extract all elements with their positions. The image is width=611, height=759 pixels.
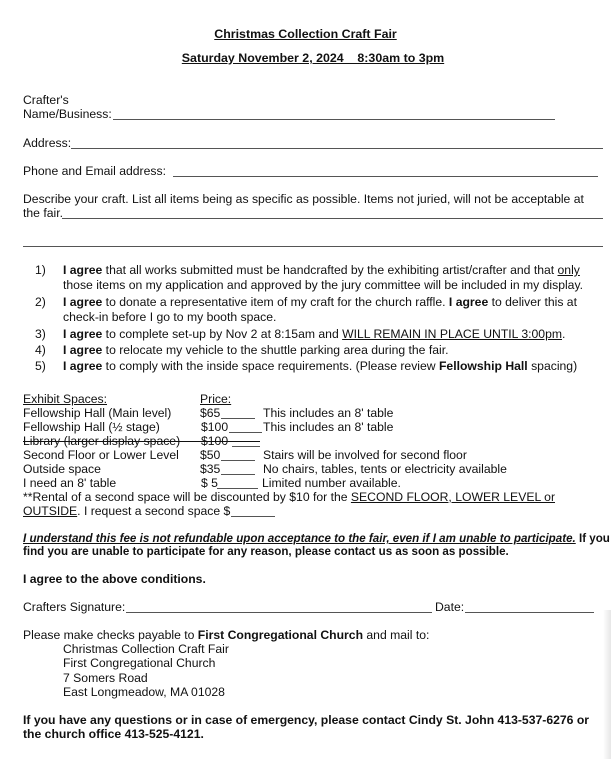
- contact-info-line2: the church office 413-525-4121.: [23, 727, 204, 741]
- form-title: Christmas Collection Craft Fair: [214, 27, 397, 41]
- date-label: Date:: [435, 600, 465, 614]
- price-header: Price:: [200, 392, 232, 406]
- second-space-amount-field[interactable]: [231, 516, 275, 517]
- signature-label: Crafters Signature:: [23, 600, 126, 614]
- mail-address-line: 7 Somers Road: [63, 671, 148, 685]
- phone-email-field[interactable]: [173, 176, 598, 177]
- space-price: $100: [201, 420, 229, 434]
- describe-craft-line2: the fair.: [23, 206, 63, 220]
- agreement-3-number: 3): [35, 327, 46, 341]
- space-name: I need an 8' table: [23, 476, 117, 490]
- space-price: $35: [200, 462, 221, 476]
- space-price: $65: [200, 406, 221, 420]
- agreement-2-line1: I agree to donate a representative item of my craft for the church raffle. I agree to deliver this at: [63, 295, 577, 309]
- agreement-1-line1: I agree that all works submitted must be handcrafted by the exhibiting artist/crafter and that only: [63, 263, 580, 277]
- name-label-line1: Crafter's: [23, 93, 69, 107]
- agreement-1-bold: I agree: [63, 263, 103, 277]
- space-name: Fellowship Hall (½ stage): [23, 420, 160, 434]
- space-note: No chairs, tables, tents or electricity available: [263, 462, 507, 476]
- agreement-2-number: 2): [35, 295, 46, 309]
- describe-craft-field-2[interactable]: [23, 246, 603, 247]
- agreement-3-line1: I agree to complete set-up by Nov 2 at 8:15am and WILL REMAIN IN PLACE UNTIL 3:00pm.: [63, 327, 566, 341]
- name-business-field[interactable]: [113, 119, 555, 120]
- signature-field[interactable]: [126, 612, 432, 613]
- agreement-1-only: only: [557, 263, 580, 277]
- space-price-struck: $100: [201, 434, 229, 448]
- space-name: Outside space: [23, 462, 101, 476]
- strikethrough-line: [23, 441, 260, 442]
- agreement-4-number: 4): [35, 343, 46, 357]
- agreement-1-number: 1): [35, 263, 46, 277]
- phone-email-label: Phone and Email address:: [23, 164, 166, 178]
- space-name: Fellowship Hall (Main level): [23, 406, 172, 420]
- agreement-1-line2: those items on my application and approved by the jury committee will be included in my display.: [63, 278, 584, 292]
- mail-address-line: First Congregational Church: [63, 656, 216, 670]
- refund-policy-line1: I understand this fee is not refundable upon acceptance to the fair, even if I am unable to participate. If you: [23, 532, 610, 545]
- space-price: $50: [200, 448, 221, 462]
- space-note: Stairs will be involved for second floor: [263, 448, 467, 462]
- space-note: This includes an 8' table: [263, 406, 394, 420]
- address-field[interactable]: [71, 148, 603, 149]
- space-selection-field[interactable]: [229, 432, 262, 433]
- space-selection-field[interactable]: [221, 418, 255, 419]
- event-date-time: Saturday November 2, 2024 8:30am to 3pm: [181, 51, 445, 65]
- space-selection-field[interactable]: [221, 474, 255, 475]
- describe-craft-field-1[interactable]: [62, 218, 603, 219]
- second-space-note-line2: OUTSIDE. I request a second space $: [23, 504, 231, 518]
- date-field[interactable]: [465, 612, 594, 613]
- space-price: $ 5: [201, 476, 218, 490]
- agreement-5-number: 5): [35, 359, 46, 373]
- refund-policy-line2: find you are unable to participate for any reason, please contact us as soon as possible.: [23, 545, 509, 558]
- second-space-note-line1: **Rental of a second space will be discounted by $10 for the SECOND FLOOR, LOWER LEVEL or: [23, 490, 555, 504]
- mail-address-line: East Longmeadow, MA 01028: [63, 685, 225, 699]
- space-note: This includes an 8' table: [263, 420, 394, 434]
- describe-craft-line1: Describe your craft. List all items being as specific as possible. Items not juried, will not be acceptable at: [23, 192, 584, 206]
- page-edge-shadow: [603, 610, 611, 759]
- address-label: Address:: [23, 136, 72, 150]
- space-name: Second Floor or Lower Level: [23, 448, 179, 462]
- exhibit-spaces-header: Exhibit Spaces:: [23, 392, 108, 406]
- payee: First Congregational Church: [197, 628, 364, 642]
- payment-instructions: Please make checks payable to First Congregational Church and mail to:: [23, 628, 430, 642]
- name-label-line2: Name/Business:: [23, 107, 112, 121]
- space-selection-field[interactable]: [221, 460, 255, 461]
- space-selection-field: [232, 446, 260, 447]
- contact-info-line1: If you have any questions or in case of emergency, please contact Cindy St. John 413-537-6276 or: [23, 713, 590, 727]
- space-note: Limited number available.: [262, 476, 401, 490]
- agreement-5-line1: I agree to comply with the inside space requirements. (Please review Fellowship Hall spacing): [63, 359, 578, 373]
- mail-address-line: Christmas Collection Craft Fair: [63, 642, 229, 656]
- agreement-2-line2: check-in before I go to my booth space.: [63, 310, 277, 324]
- agreement-4-line1: I agree to relocate my vehicle to the shuttle parking area during the fair.: [63, 343, 449, 357]
- agree-statement: I agree to the above conditions.: [23, 572, 206, 586]
- space-name-struck: Library (larger display space): [23, 434, 181, 448]
- space-selection-field[interactable]: [217, 488, 258, 489]
